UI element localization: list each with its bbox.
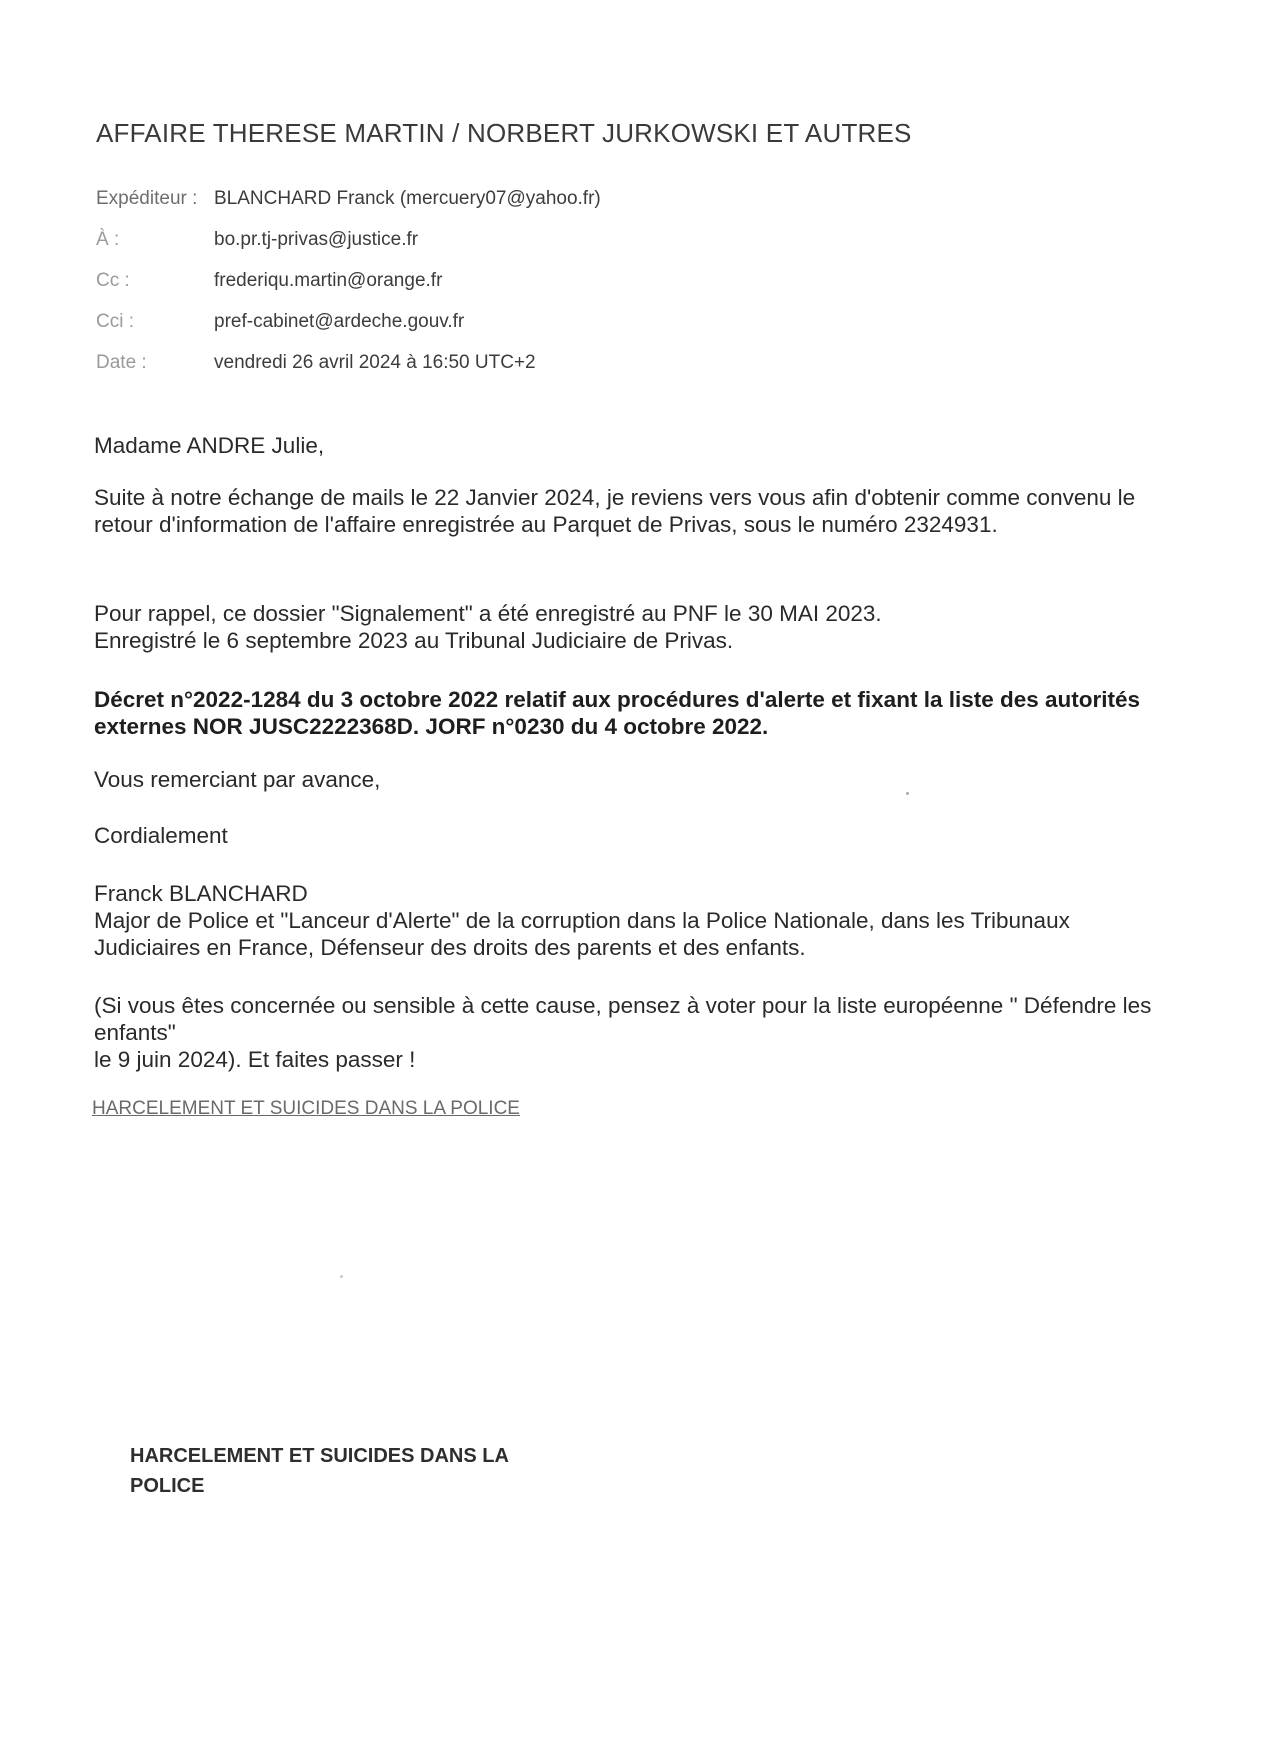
header-row-bcc (96, 311, 896, 352)
signature-name: Franck BLANCHARD (94, 881, 308, 906)
thanks-line: Vous remerciant par avance, (94, 767, 381, 792)
header-row-date (96, 352, 896, 393)
scan-speck (906, 792, 909, 795)
footer-title: HARCELEMENT ET SUICIDES DANS LA POLICE (130, 1445, 509, 1497)
header-row-sender (96, 188, 896, 229)
header-label-date: Date : (96, 352, 147, 373)
header-label-sender: Expéditeur : (96, 188, 198, 209)
header-label-bcc: Cci : (96, 311, 134, 332)
body-paragraph-2-line-1: Pour rappel, ce dossier "Signalement" a été enregistré au PNF le 30 MAI 2023. (94, 601, 882, 626)
email-headers (96, 188, 896, 393)
header-label-to: À : (96, 229, 120, 250)
postscript (94, 992, 1154, 1073)
harassment-link[interactable]: HARCELEMENT ET SUICIDES DANS LA POLICE (92, 1098, 520, 1119)
header-row-cc (96, 270, 896, 311)
decree-reference: Décret n°2022-1284 du 3 octobre 2022 relatif aux procédures d'alerte et fixant la liste des autorités externes NOR JUSC2222368D. JORF n°0230 du 4 octobre 2022. (94, 687, 1141, 739)
body-paragraph-2 (94, 600, 1154, 654)
scan-speck (340, 1275, 343, 1278)
body-paragraph-1: Suite à notre échange de mails le 22 Janvier 2024, je reviens vers vous afin d'obtenir comme convenu le retour d'information de l'affaire enregistrée au Parquet de Privas, sous le numéro 2324931. (94, 485, 1136, 537)
header-row-to (96, 229, 896, 270)
header-value-date: vendredi 26 avril 2024 à 16:50 UTC+2 (214, 352, 536, 373)
greeting: Madame ANDRE Julie, (94, 433, 325, 458)
signature-block (94, 880, 1154, 961)
body-paragraph-2-line-2: Enregistré le 6 septembre 2023 au Tribunal Judiciaire de Privas. (94, 628, 734, 653)
signature-title: Major de Police et "Lanceur d'Alerte" de la corruption dans la Police Nationale, dans les Tribunaux Judiciaires en France, Défenseur des droits des parents et des enfants. (94, 908, 1070, 960)
header-value-to: bo.pr.tj-privas@justice.fr (214, 229, 419, 250)
header-value-bcc: pref-cabinet@ardeche.gouv.fr (214, 311, 465, 332)
header-label-cc: Cc : (96, 270, 130, 291)
postscript-line-1: (Si vous êtes concernée ou sensible à cette cause, pensez à voter pour la liste européenne " Défendre les enfants" (94, 993, 1152, 1045)
email-subject: AFFAIRE THERESE MARTIN / NORBERT JURKOWSKI ET AUTRES (96, 118, 912, 148)
postscript-line-2: le 9 juin 2024). Et faites passer ! (94, 1047, 416, 1072)
closing-line: Cordialement (94, 823, 228, 848)
header-value-cc: frederiqu.martin@orange.fr (214, 270, 443, 291)
header-value-sender: BLANCHARD Franck (mercuery07@yahoo.fr) (214, 188, 601, 209)
